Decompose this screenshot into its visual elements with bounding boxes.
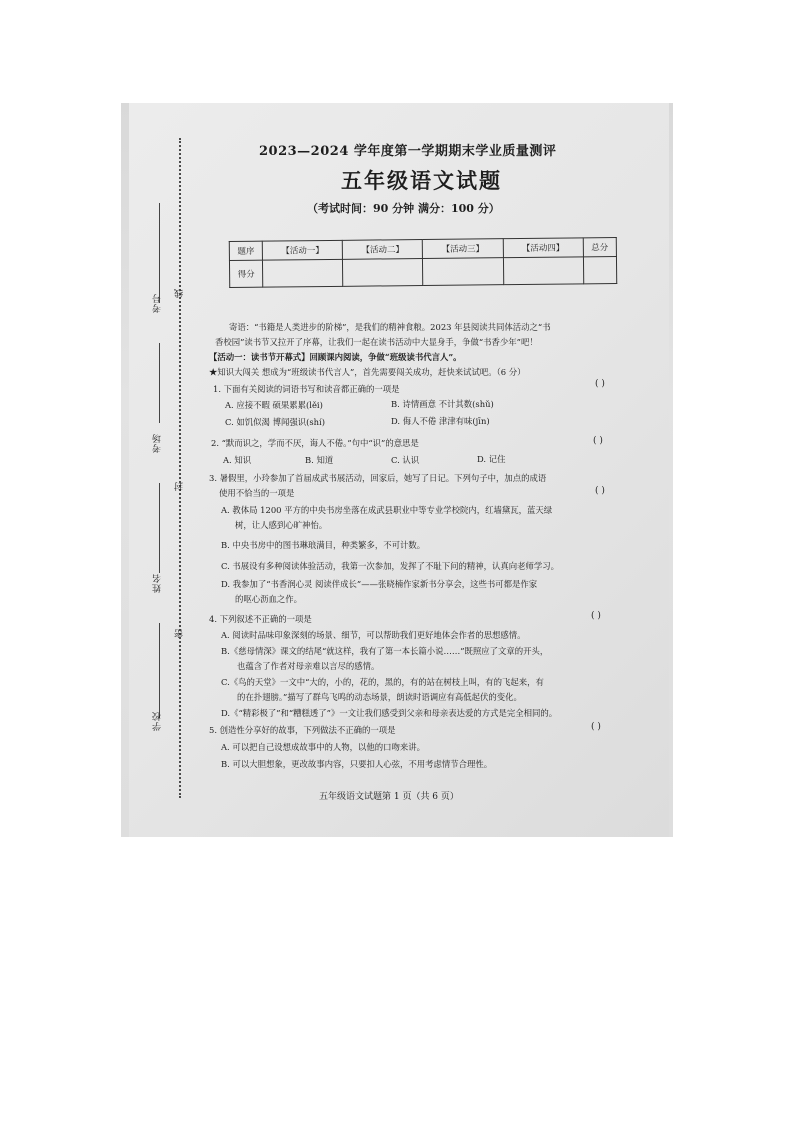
score-cell[interactable]: [263, 259, 343, 287]
school-underline: [159, 623, 160, 718]
exam-sheet: [129, 103, 669, 837]
q2-option-b: B. 知道: [305, 455, 334, 465]
q4-option-d: D.《“精彩极了”和“糟糕透了”》一文让我们感受到父亲和母亲表达爱的方式是完全相同的。: [221, 708, 558, 718]
score-cell[interactable]: [583, 256, 616, 283]
score-cell[interactable]: [343, 259, 423, 287]
q4-answer-blank[interactable]: ( ): [591, 611, 601, 621]
score-header-cell: 【活动二】: [343, 240, 423, 260]
exam-no-underline: [159, 203, 160, 303]
q3-option-a-line-1: A. 教体局 1200 平方的中央书房坐落在成武县职业中等专业学校院内，红墙黛瓦，蓝天绿: [221, 505, 553, 515]
q4-stem: 4. 下列叙述不正确的一项是: [209, 614, 312, 624]
q1-stem: 1. 下面有关阅读的词语书写和读音都正确的一项是: [213, 384, 400, 394]
q3-option-c: C. 书展设有多种阅读体验活动，我第一次参加，发挥了不耻下问的精神，认真向老师学习。: [221, 561, 560, 571]
exam-title: 2023—2024 学年度第一学期期末学业质量测评: [259, 144, 557, 159]
name-underline: [159, 483, 160, 573]
q3-stem-line-1: 3. 暑假里，小玲参加了首届成武书展活动，回家后，她写了日记。下列句子中，加点的成语: [209, 473, 547, 483]
q4-option-a: A. 阅读时品味印象深刻的场景、细节，可以帮助我们更好地体会作者的思想感情。: [221, 630, 526, 640]
q4-option-c-line-2: 的在扑翅膀。”描写了群鸟飞鸣的动态场景，朗读时语调应有高低起伏的变化。: [237, 692, 522, 702]
score-header-cell: 【活动四】: [503, 238, 583, 258]
exam-info: （考试时间：90 分钟 满分：100 分）: [307, 202, 500, 215]
page-footer: 五年级语文试题第 1 页（共 6 页）: [319, 792, 459, 802]
q5-stem: 5. 创造性分享好的故事，下列做法不正确的一项是: [209, 725, 396, 735]
score-table-score-row: [229, 256, 616, 287]
seal-char: 封: [175, 481, 185, 491]
q3-stem-line-2: 使用不恰当的一项是: [219, 488, 295, 498]
exam-room-label: 考场: [153, 433, 163, 453]
score-header-cell: 【活动三】: [423, 239, 503, 259]
intro-line-2: 香校园”读书节又拉开了序幕，让我们一起在读书活动中大显身手，争做“书香少年”吧！: [215, 337, 538, 347]
q5-answer-blank[interactable]: ( ): [591, 722, 601, 732]
q3-option-a-line-2: 树，让人感到心旷神怡。: [235, 520, 328, 530]
q1-option-a: A. 应接不暇 硕果累累(lěi): [225, 400, 323, 410]
q1-option-c: C. 如饥似渴 博闻强识(shí): [225, 417, 325, 427]
score-row-label: 得分: [229, 260, 262, 287]
q4-option-b-line-2: 也蕴含了作者对母亲难以言尽的感情。: [237, 661, 380, 671]
q1-option-d: D. 侮人不倦 津津有味(jīn): [391, 416, 490, 426]
activity1-heading: 【活动一：读书节开幕式】回顾课内阅读，争做“班级读书代言人”。: [209, 352, 462, 362]
binding-line: [179, 138, 181, 798]
q2-option-c: C. 认识: [391, 455, 420, 465]
q3-option-d-line-2: 的呕心沥血之作。: [235, 594, 302, 604]
intro-line-1: 寄语：“书籍是人类进步的阶梯”，是我们的精神食粮。2023 年县阅读共同体活动之“书: [229, 322, 551, 332]
score-header-cell: 题序: [229, 241, 262, 260]
score-cell[interactable]: [423, 258, 503, 286]
q4-option-c-line-1: C.《鸟的天堂》一文中“大的，小的，花的，黑的，有的站在树枝上叫，有的飞起来，有: [221, 677, 544, 687]
name-label: 姓名: [153, 573, 163, 593]
score-cell[interactable]: [503, 257, 583, 285]
exam-no-label: 考号: [153, 293, 163, 313]
q3-option-d-line-1: D. 我参加了“书香润心灵 阅读伴成长”——张晓楠作家新书分享会，这些书可都是作家: [221, 579, 538, 589]
seal-line-char: 线: [175, 288, 185, 298]
q2-option-a: A. 知识: [223, 455, 252, 465]
q1-option-b: B. 诗情画意 不计其数(shǔ): [391, 399, 494, 409]
subject-title: 五年级语文试题: [341, 169, 502, 193]
knowledge-heading: ★知识大闯关 想成为“班级读书代言人”，首先需要闯关成功，赶快来试试吧。（6 分）: [209, 367, 526, 377]
school-label: 学校: [153, 711, 163, 731]
q3-answer-blank[interactable]: ( ): [595, 486, 605, 496]
q5-option-a: A. 可以把自己设想成故事中的人物，以他的口吻来讲。: [221, 742, 425, 752]
q4-option-b-line-1: B.《慈母情深》课文的结尾“就这样，我有了第一本长篇小说……”既照应了文章的开头，: [221, 646, 549, 656]
score-header-cell: 【活动一】: [262, 240, 342, 260]
q1-answer-blank[interactable]: ( ): [595, 379, 605, 389]
seal-cut-char: 密: [175, 628, 185, 638]
q5-option-b: B. 可以大胆想象，更改故事内容，只要扣人心弦，不用考虑情节合理性。: [221, 759, 493, 769]
q2-stem: 2. “默而识之，学而不厌，诲人不倦。”句中“识”的意思是: [211, 438, 419, 448]
room-underline: [159, 343, 160, 423]
scanned-photo: [121, 103, 673, 837]
q2-option-d: D. 记住: [477, 454, 506, 464]
q3-option-b: B. 中央书房中的图书琳琅满目，种类繁多，不可计数。: [221, 540, 426, 550]
score-table: [229, 237, 617, 288]
q2-answer-blank[interactable]: ( ): [593, 436, 603, 446]
score-header-cell: 总分: [583, 237, 616, 256]
